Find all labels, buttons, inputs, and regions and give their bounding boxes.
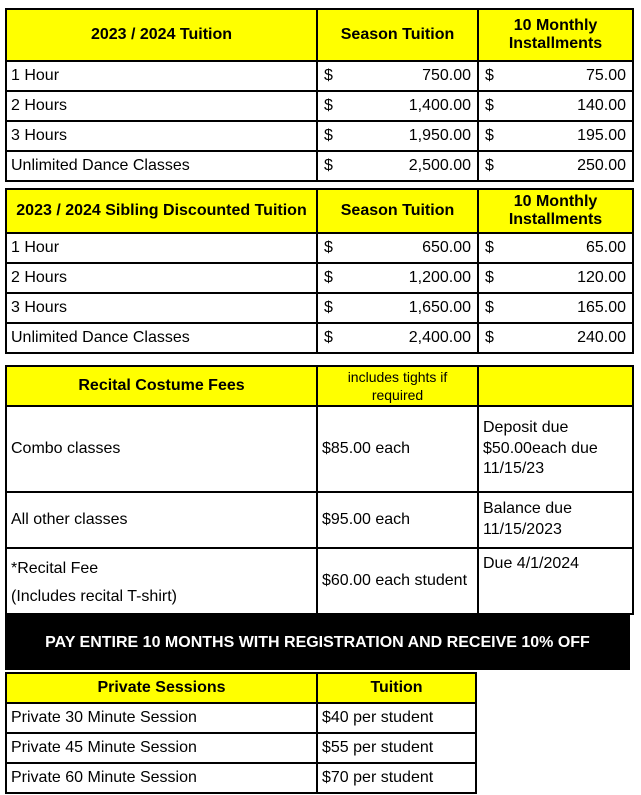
table-row-label: 3 Hours	[6, 293, 317, 323]
tuition-season-header: Season Tuition	[317, 9, 478, 61]
private-price: $70 per student	[317, 763, 476, 793]
monthly-price: $ 75.00	[478, 61, 633, 91]
table-row-label: Private 60 Minute Session	[6, 763, 317, 793]
monthly-price: $ 240.00	[478, 323, 633, 353]
sibling-title: 2023 / 2024 Sibling Discounted Tuition	[6, 189, 317, 233]
table-row-label: 3 Hours	[6, 121, 317, 151]
table-row-label: 2 Hours	[6, 263, 317, 293]
costume-due-note: Deposit due $50.00each due 11/15/23	[478, 406, 633, 492]
sibling-tuition-table	[5, 188, 634, 354]
table-row-label: 1 Hour	[6, 61, 317, 91]
table-row-label: All other classes	[6, 492, 317, 548]
monthly-price: $ 195.00	[478, 121, 633, 151]
costume-fee: $60.00 each student	[317, 548, 478, 614]
tuition-title: 2023 / 2024 Tuition	[6, 9, 317, 61]
season-price: $ 2,500.00	[317, 151, 478, 181]
table-row-label: Private 45 Minute Session	[6, 733, 317, 763]
season-price: $ 1,950.00	[317, 121, 478, 151]
costume-due-note: Due 4/1/2024	[478, 548, 633, 614]
private-price: $55 per student	[317, 733, 476, 763]
monthly-price: $ 165.00	[478, 293, 633, 323]
season-price: $ 1,400.00	[317, 91, 478, 121]
discount-banner: PAY ENTIRE 10 MONTHS WITH REGISTRATION AND RECEIVE 10% OFF	[5, 615, 630, 670]
season-price: $ 750.00	[317, 61, 478, 91]
season-price: $ 2,400.00	[317, 323, 478, 353]
season-price: $ 1,650.00	[317, 293, 478, 323]
recital-fee-sublabel: (Includes recital T-shirt)	[11, 588, 177, 605]
costume-note: includes tights if required	[317, 366, 478, 406]
tuition-monthly-header: 10 Monthly Installments	[478, 9, 633, 61]
monthly-price: $ 65.00	[478, 233, 633, 263]
monthly-price: $ 250.00	[478, 151, 633, 181]
table-row-label: Unlimited Dance Classes	[6, 151, 317, 181]
sibling-monthly-header: 10 Monthly Installments	[478, 189, 633, 233]
costume-empty-header	[478, 366, 633, 406]
season-price: $ 650.00	[317, 233, 478, 263]
costume-fee: $85.00 each	[317, 406, 478, 492]
sibling-season-header: Season Tuition	[317, 189, 478, 233]
recital-fee-label: *Recital Fee	[11, 560, 99, 577]
season-price: $ 1,200.00	[317, 263, 478, 293]
private-tuition-header: Tuition	[317, 673, 476, 703]
monthly-price: $ 140.00	[478, 91, 633, 121]
costume-fees-table	[5, 365, 634, 615]
table-row-label: 2 Hours	[6, 91, 317, 121]
monthly-price: $ 120.00	[478, 263, 633, 293]
table-row-label: Combo classes	[6, 406, 317, 492]
table-row-label: 1 Hour	[6, 233, 317, 263]
private-title: Private Sessions	[6, 673, 317, 703]
private-sessions-table	[5, 672, 477, 794]
costume-fee: $95.00 each	[317, 492, 478, 548]
recital-fee-cell	[6, 548, 317, 614]
tuition-table	[5, 8, 634, 182]
private-price: $40 per student	[317, 703, 476, 733]
costume-due-note: Balance due 11/15/2023	[478, 492, 633, 548]
costume-title: Recital Costume Fees	[6, 366, 317, 406]
table-row-label: Private 30 Minute Session	[6, 703, 317, 733]
table-row-label: Unlimited Dance Classes	[6, 323, 317, 353]
